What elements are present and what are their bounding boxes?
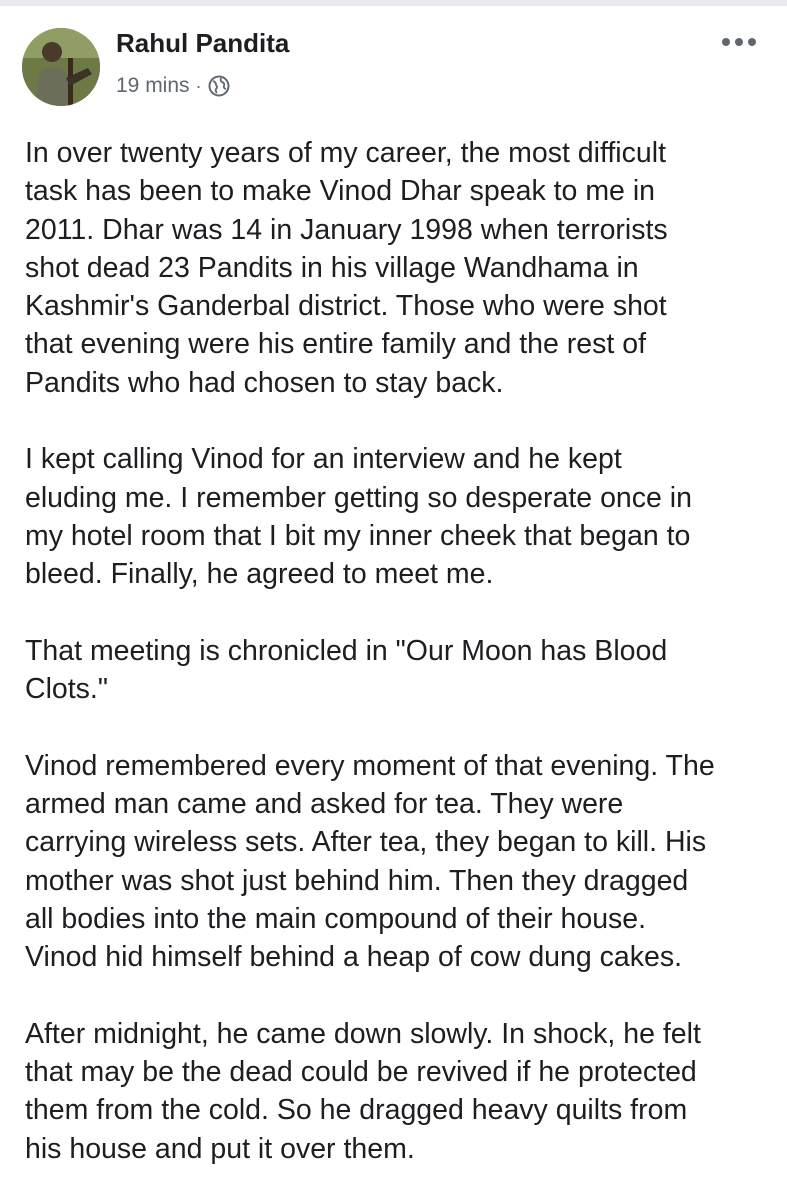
post-paragraph: I kept calling Vinod for an interview and he kept eluding me. I remember getting so desperate once in my hotel room that I bit my inner cheek that began to bleed. Finally, he agreed to meet me. <box>25 443 692 591</box>
post-paragraph: Vinod remembered every moment of that evening. The armed man came and asked for tea. They were carrying wireless sets. After tea, they began to kill. His mother was shot just behind him. Then they dragged all bodies into the main compound of their house. Vinod hid himself behind a heap of cow dung cakes. <box>25 749 715 974</box>
globe-icon[interactable] <box>208 75 230 97</box>
author-name[interactable]: Rahul Pandita <box>116 28 290 58</box>
more-horizontal-icon <box>721 37 757 47</box>
post-timestamp[interactable]: 19 mins <box>116 74 190 97</box>
post-meta <box>116 74 230 98</box>
avatar[interactable] <box>22 28 100 106</box>
post-paragraph: In over twenty years of my career, the most difficult task has been to make Vinod Dhar speak to me in 2011. Dhar was 14 in January 1998 when terrorists shot dead 23 Pandits in his village Wandhama in Kashmir's Ganderbal district. Those who were shot that evening were his entire family and the rest of Pandits who had chosen to stay back. <box>25 137 668 399</box>
more-options-button[interactable] <box>721 28 757 56</box>
post-paragraph: After midnight, he came down slowly. In shock, he felt that may be the dead could be revived if he protected them from the cold. So he dragged heavy quilts from his house and put it over them. <box>25 1017 701 1165</box>
meta-separator: · <box>195 75 202 96</box>
post-paragraph: That meeting is chronicled in "Our Moon has Blood Clots." <box>25 634 668 706</box>
post-header <box>0 0 787 120</box>
avatar-photo <box>22 28 100 106</box>
post-body <box>25 134 770 1200</box>
